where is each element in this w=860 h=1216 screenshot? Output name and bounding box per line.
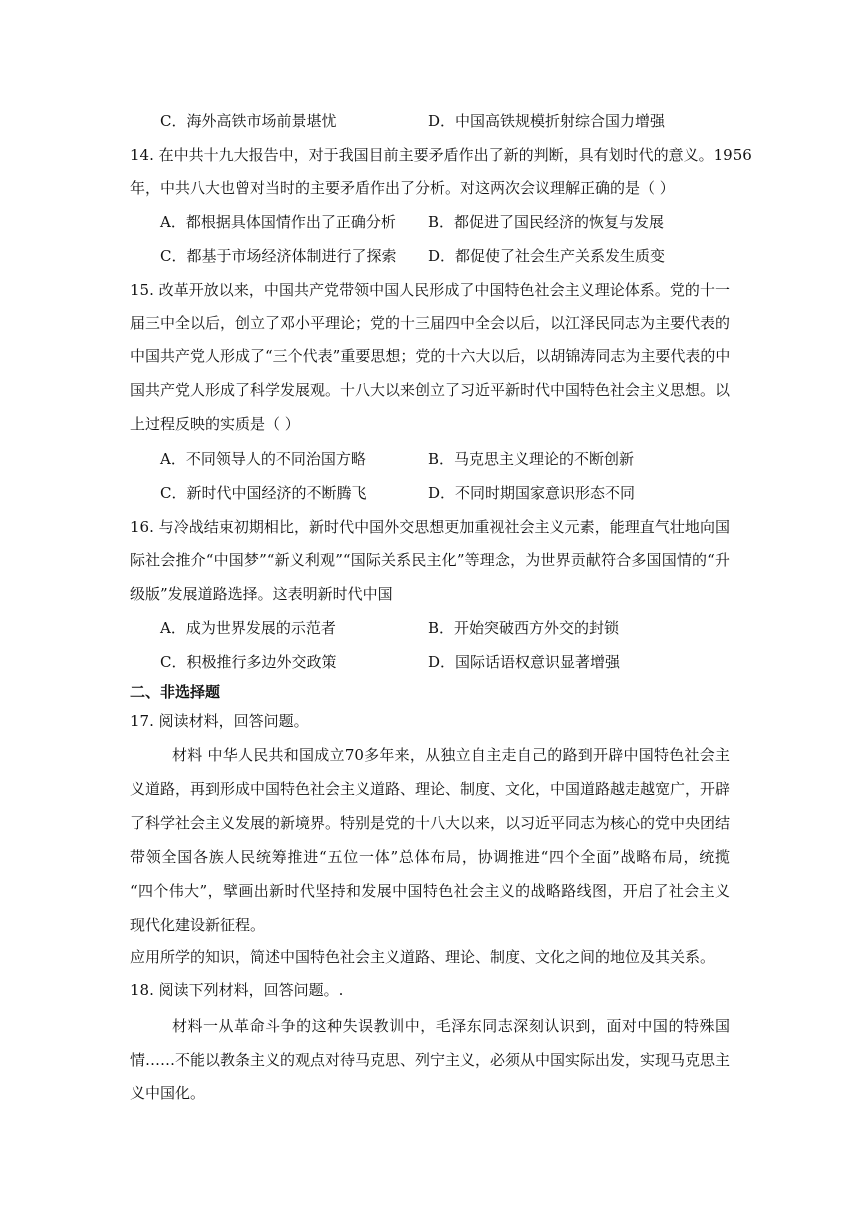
q17-title: 17. 阅读材料，回答问题。 xyxy=(130,712,309,730)
q15-option-c: C．新时代中国经济的不断腾飞 xyxy=(160,484,367,502)
q13-option-c: C．海外高铁市场前景堪忧 xyxy=(160,112,337,130)
q16-option-d: D．国际话语权意识显著增强 xyxy=(428,653,621,671)
q16-option-a: A．成为世界发展的示范者 xyxy=(160,619,336,637)
q15-option-b: B．马克思主义理论的不断创新 xyxy=(428,450,635,468)
q17-material-line-4: 带领全国各族人民统筹推进“五位一体”总体布局，协调推进“四个全面”战略布局，统揽 xyxy=(130,848,730,866)
q15-stem-line-5: 上过程反映的实质是（ ） xyxy=(130,415,300,433)
q14-option-d: D．都促使了社会生产关系发生质变 xyxy=(428,247,666,265)
q14-stem-line-2: 年，中共八大也曾对当时的主要矛盾作出了分析。对这两次会议理解正确的是（ ） xyxy=(130,179,675,197)
q18-material-line-3: 义中国化。 xyxy=(130,1084,206,1102)
q14-option-b: B．都促进了国民经济的恢复与发展 xyxy=(428,213,665,231)
q16-stem-line-2: 际社会推介“中国梦”“新义利观”“国际关系民主化”等理念，为世界贡献符合多国国情的“升 xyxy=(130,551,730,569)
q18-material-line-2: 情……不能以教条主义的观点对待马克思、列宁主义，必须从中国实际出发，实现马克思主 xyxy=(130,1051,731,1069)
q17-material-line-6: 现代化建设新征程。 xyxy=(130,916,266,934)
q17-material-line-3: 了科学社会主义发展的新境界。特别是党的十八大以来，以习近平同志为核心的党中央团结 xyxy=(130,814,731,832)
q15-option-d: D．不同时期国家意识形态不同 xyxy=(428,484,636,502)
q15-stem-line-2: 届三中全以后，创立了邓小平理论；党的十三届四中全会以后，以江泽民同志为主要代表的 xyxy=(130,314,731,332)
q16-option-b: B．开始突破西方外交的封锁 xyxy=(428,619,620,637)
q18-material-line-1: 材料一从革命斗争的这种失误教训中，毛泽东同志深刻认识到，面对中国的特殊国 xyxy=(172,1017,730,1035)
q14-option-a: A．都根据具体国情作出了正确分析 xyxy=(160,213,396,231)
q14-option-c: C．都基于市场经济体制进行了探索 xyxy=(160,247,397,265)
q17-material-line-1: 材料 中华人民共和国成立70多年来，从独立自主走自己的路到开辟中国特色社会主 xyxy=(172,746,730,764)
q17-material-line-2: 义道路，再到形成中国特色社会主义道路、理论、制度、文化，中国道路越走越宽广，开辟 xyxy=(130,780,731,798)
q15-stem-line-3: 中国共产党人形成了“三个代表”重要思想；党的十六大以后，以胡锦涛同志为主要代表的中 xyxy=(130,347,731,365)
q15-stem-line-1: 15. 改革开放以来，中国共产党带领中国人民形成了中国特色社会主义理论体系。党的十一 xyxy=(130,281,730,299)
q14-stem-line-1: 14. 在中共十九大报告中，对于我国目前主要矛盾作出了新的判断，具有划时代的意义。1956 xyxy=(130,146,752,164)
q15-stem-line-4: 国共产党人形成了科学发展观。十八大以来创立了习近平新时代中国特色社会主义思想。以 xyxy=(130,381,731,399)
q16-stem-line-1: 16. 与冷战结束初期相比，新时代中国外交思想更加重视社会主义元素，能理直气壮地向国 xyxy=(130,518,730,536)
q13-option-d: D．中国高铁规模折射综合国力增强 xyxy=(428,112,666,130)
q17-question: 应用所学的知识，简述中国特色社会主义道路、理论、制度、文化之间的地位及其关系。 xyxy=(130,948,716,966)
q16-stem-line-3: 级版”发展道路选择。这表明新时代中国 xyxy=(130,585,393,603)
q18-title: 18. 阅读下列材料，回答问题。. xyxy=(130,981,344,999)
q15-option-a: A．不同领导人的不同治国方略 xyxy=(160,450,366,468)
section-heading: 二、非选择题 xyxy=(130,683,221,701)
q17-material-line-5: “四个伟大”，擘画出新时代坚持和发展中国特色社会主义的战略路线图，开启了社会主义 xyxy=(130,882,730,900)
q16-option-c: C．积极推行多边外交政策 xyxy=(160,653,337,671)
